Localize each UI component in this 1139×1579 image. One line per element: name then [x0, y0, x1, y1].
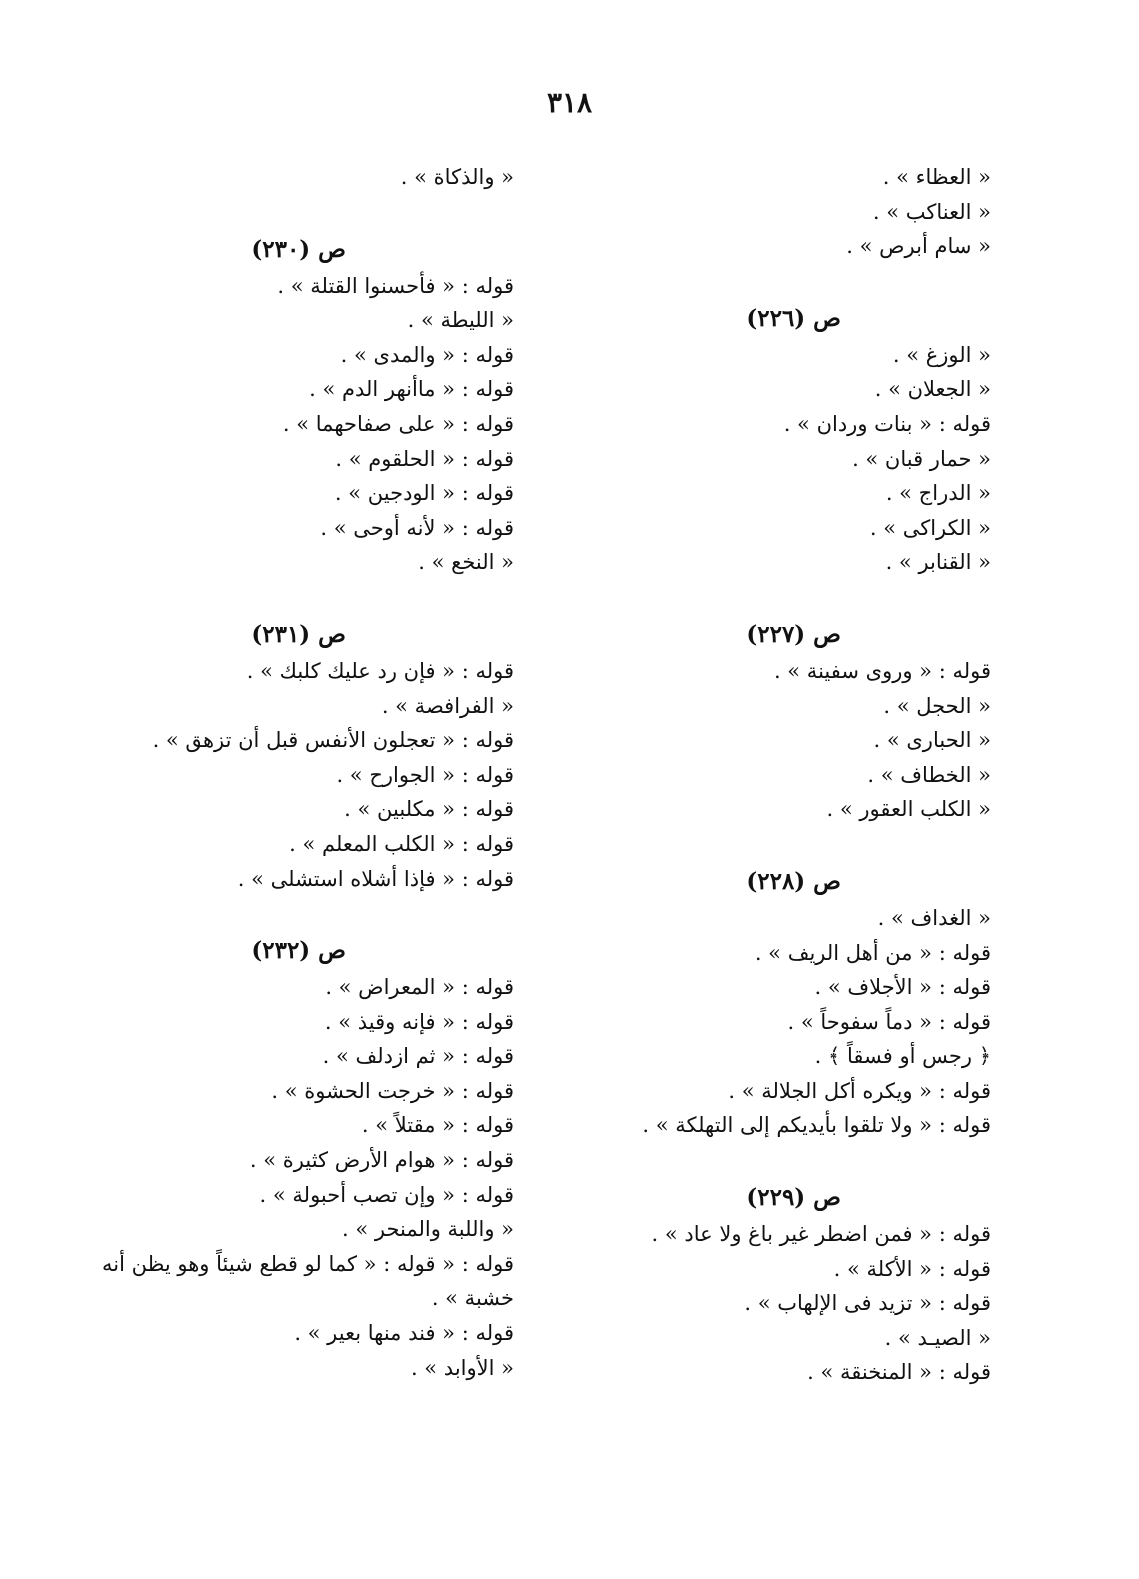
index-entry: « الكراكى » .	[869, 515, 991, 540]
index-entry: « الدراج » .	[885, 481, 991, 506]
index-entry: قوله : « الحلقوم » .	[335, 446, 514, 471]
index-entry: قوله : « فأحسنوا القتلة » .	[277, 273, 514, 298]
index-entry: قوله : « ولا تلقوا بأيديكم إلى التهلكة » .	[642, 1113, 991, 1138]
index-entry: قوله : « مقتلاً » .	[361, 1113, 514, 1138]
section-heading: ص (٢٢٦)	[746, 304, 841, 332]
index-entry: قوله : « هوام الأرض كثيرة » .	[249, 1148, 514, 1173]
index-section	[491, 302, 991, 580]
index-entry: قوله : « الجوارح » .	[336, 762, 514, 787]
section-heading: ص (٢٣٠)	[251, 235, 346, 263]
index-entry: قوله : « المنخنقة » .	[807, 1360, 991, 1385]
index-entry: قوله : « فإنه وقيذ » .	[324, 1009, 514, 1034]
section-heading: ص (٢٣١)	[251, 620, 346, 648]
index-entry: ﴿ رجس أو فسقاً ﴾ .	[814, 1044, 991, 1069]
index-entry: قوله : « من أهل الريف » .	[754, 940, 991, 965]
index-entry: « الفرافصة » .	[381, 693, 514, 718]
index-section	[491, 865, 991, 1143]
index-entry: قوله : « وإن تصب أحبولة » .	[259, 1182, 514, 1207]
index-entry: قوله : « مكلبين » .	[344, 797, 514, 822]
index-entry: « الصيـد » .	[884, 1325, 991, 1350]
index-entry: « الكلب العقور » .	[826, 797, 991, 822]
index-entry: قوله : « فإذا أشلاه استشلى » .	[237, 866, 514, 891]
index-entry: قوله : « وروى سفينة » .	[773, 658, 991, 683]
index-entry: قوله : « قوله : « كما لو قطع شيئاً وهو يظن أنه	[102, 1251, 514, 1276]
index-entry: « الحبارى » .	[873, 728, 991, 753]
index-entry: « العظاء » .	[882, 165, 991, 189]
index-section	[34, 618, 514, 896]
index-entry: قوله : « الأجلاف » .	[814, 975, 991, 1000]
index-section	[34, 934, 514, 1385]
index-section	[491, 160, 991, 264]
index-entry: قوله : « لأنه أوحى » .	[320, 515, 514, 540]
index-entry: قوله : « الودجين » .	[334, 481, 514, 506]
index-entry: « العناكب » .	[872, 199, 991, 224]
index-entry: « الليطة » .	[407, 308, 514, 333]
section-heading: ص (٢٣٢)	[251, 937, 346, 965]
index-entry: خشبة » .	[431, 1286, 514, 1311]
index-entry: « والذكاة » .	[400, 165, 514, 189]
index-entry: قوله : « فإن رد عليك كلبك » .	[246, 658, 514, 683]
index-entry: « حمار قبان » .	[852, 446, 991, 471]
index-entry: قوله : « المعراض » .	[325, 975, 514, 1000]
index-entry: « الغداف » .	[877, 905, 991, 930]
index-entry: قوله : « بنات وردان » .	[783, 411, 991, 436]
index-entry: قوله : « تعجلون الأنفس قبل أن تزهق » .	[152, 728, 514, 753]
section-heading: ص (٢٢٩)	[746, 1184, 841, 1212]
index-entry: قوله : « ماأنهر الدم » .	[309, 377, 514, 402]
index-entry: قوله : « والمدى » .	[340, 342, 514, 367]
page-number: ٣١٨	[546, 86, 593, 119]
index-entry: قوله : « دماً سفوحاً » .	[787, 1009, 991, 1034]
index-section	[34, 233, 514, 580]
left-column	[34, 160, 514, 1385]
index-section	[491, 1181, 991, 1390]
index-entry: قوله : « الكلب المعلم » .	[289, 831, 514, 856]
index-section	[491, 618, 991, 827]
index-entry: قوله : « ويكره أكل الجلالة » .	[728, 1078, 991, 1103]
right-column	[491, 160, 991, 1390]
index-entry: قوله : « على صفاحهما » .	[282, 411, 514, 436]
index-entry: قوله : « الأكلة » .	[833, 1256, 991, 1281]
index-section	[34, 160, 514, 195]
index-entry: « القنابر » .	[885, 550, 991, 575]
index-entry: « الأوابد » .	[410, 1355, 514, 1380]
index-entry: « الوزغ » .	[892, 342, 991, 367]
index-entry: « الخطاف » .	[867, 762, 991, 787]
section-heading: ص (٢٢٧)	[746, 620, 841, 648]
index-entry: « سام أبرص » .	[846, 234, 991, 259]
index-entry: « الجعلان » .	[874, 377, 991, 402]
index-entry: « واللبة والمنحر » .	[342, 1217, 514, 1242]
index-entry: قوله : « فند منها بعير » .	[294, 1321, 514, 1346]
index-entry: « الحجل » .	[883, 693, 991, 718]
section-heading: ص (٢٢٨)	[746, 867, 841, 895]
index-entry: قوله : « فمن اضطر غير باغ ولا عاد » .	[651, 1222, 991, 1247]
index-entry: قوله : « خرجت الحشوة » .	[271, 1078, 514, 1103]
index-entry: قوله : « ثم ازدلف » .	[322, 1044, 514, 1069]
index-entry: قوله : « تزيد فى الإلهاب » .	[744, 1291, 991, 1316]
index-entry: « النخع » .	[418, 550, 514, 575]
